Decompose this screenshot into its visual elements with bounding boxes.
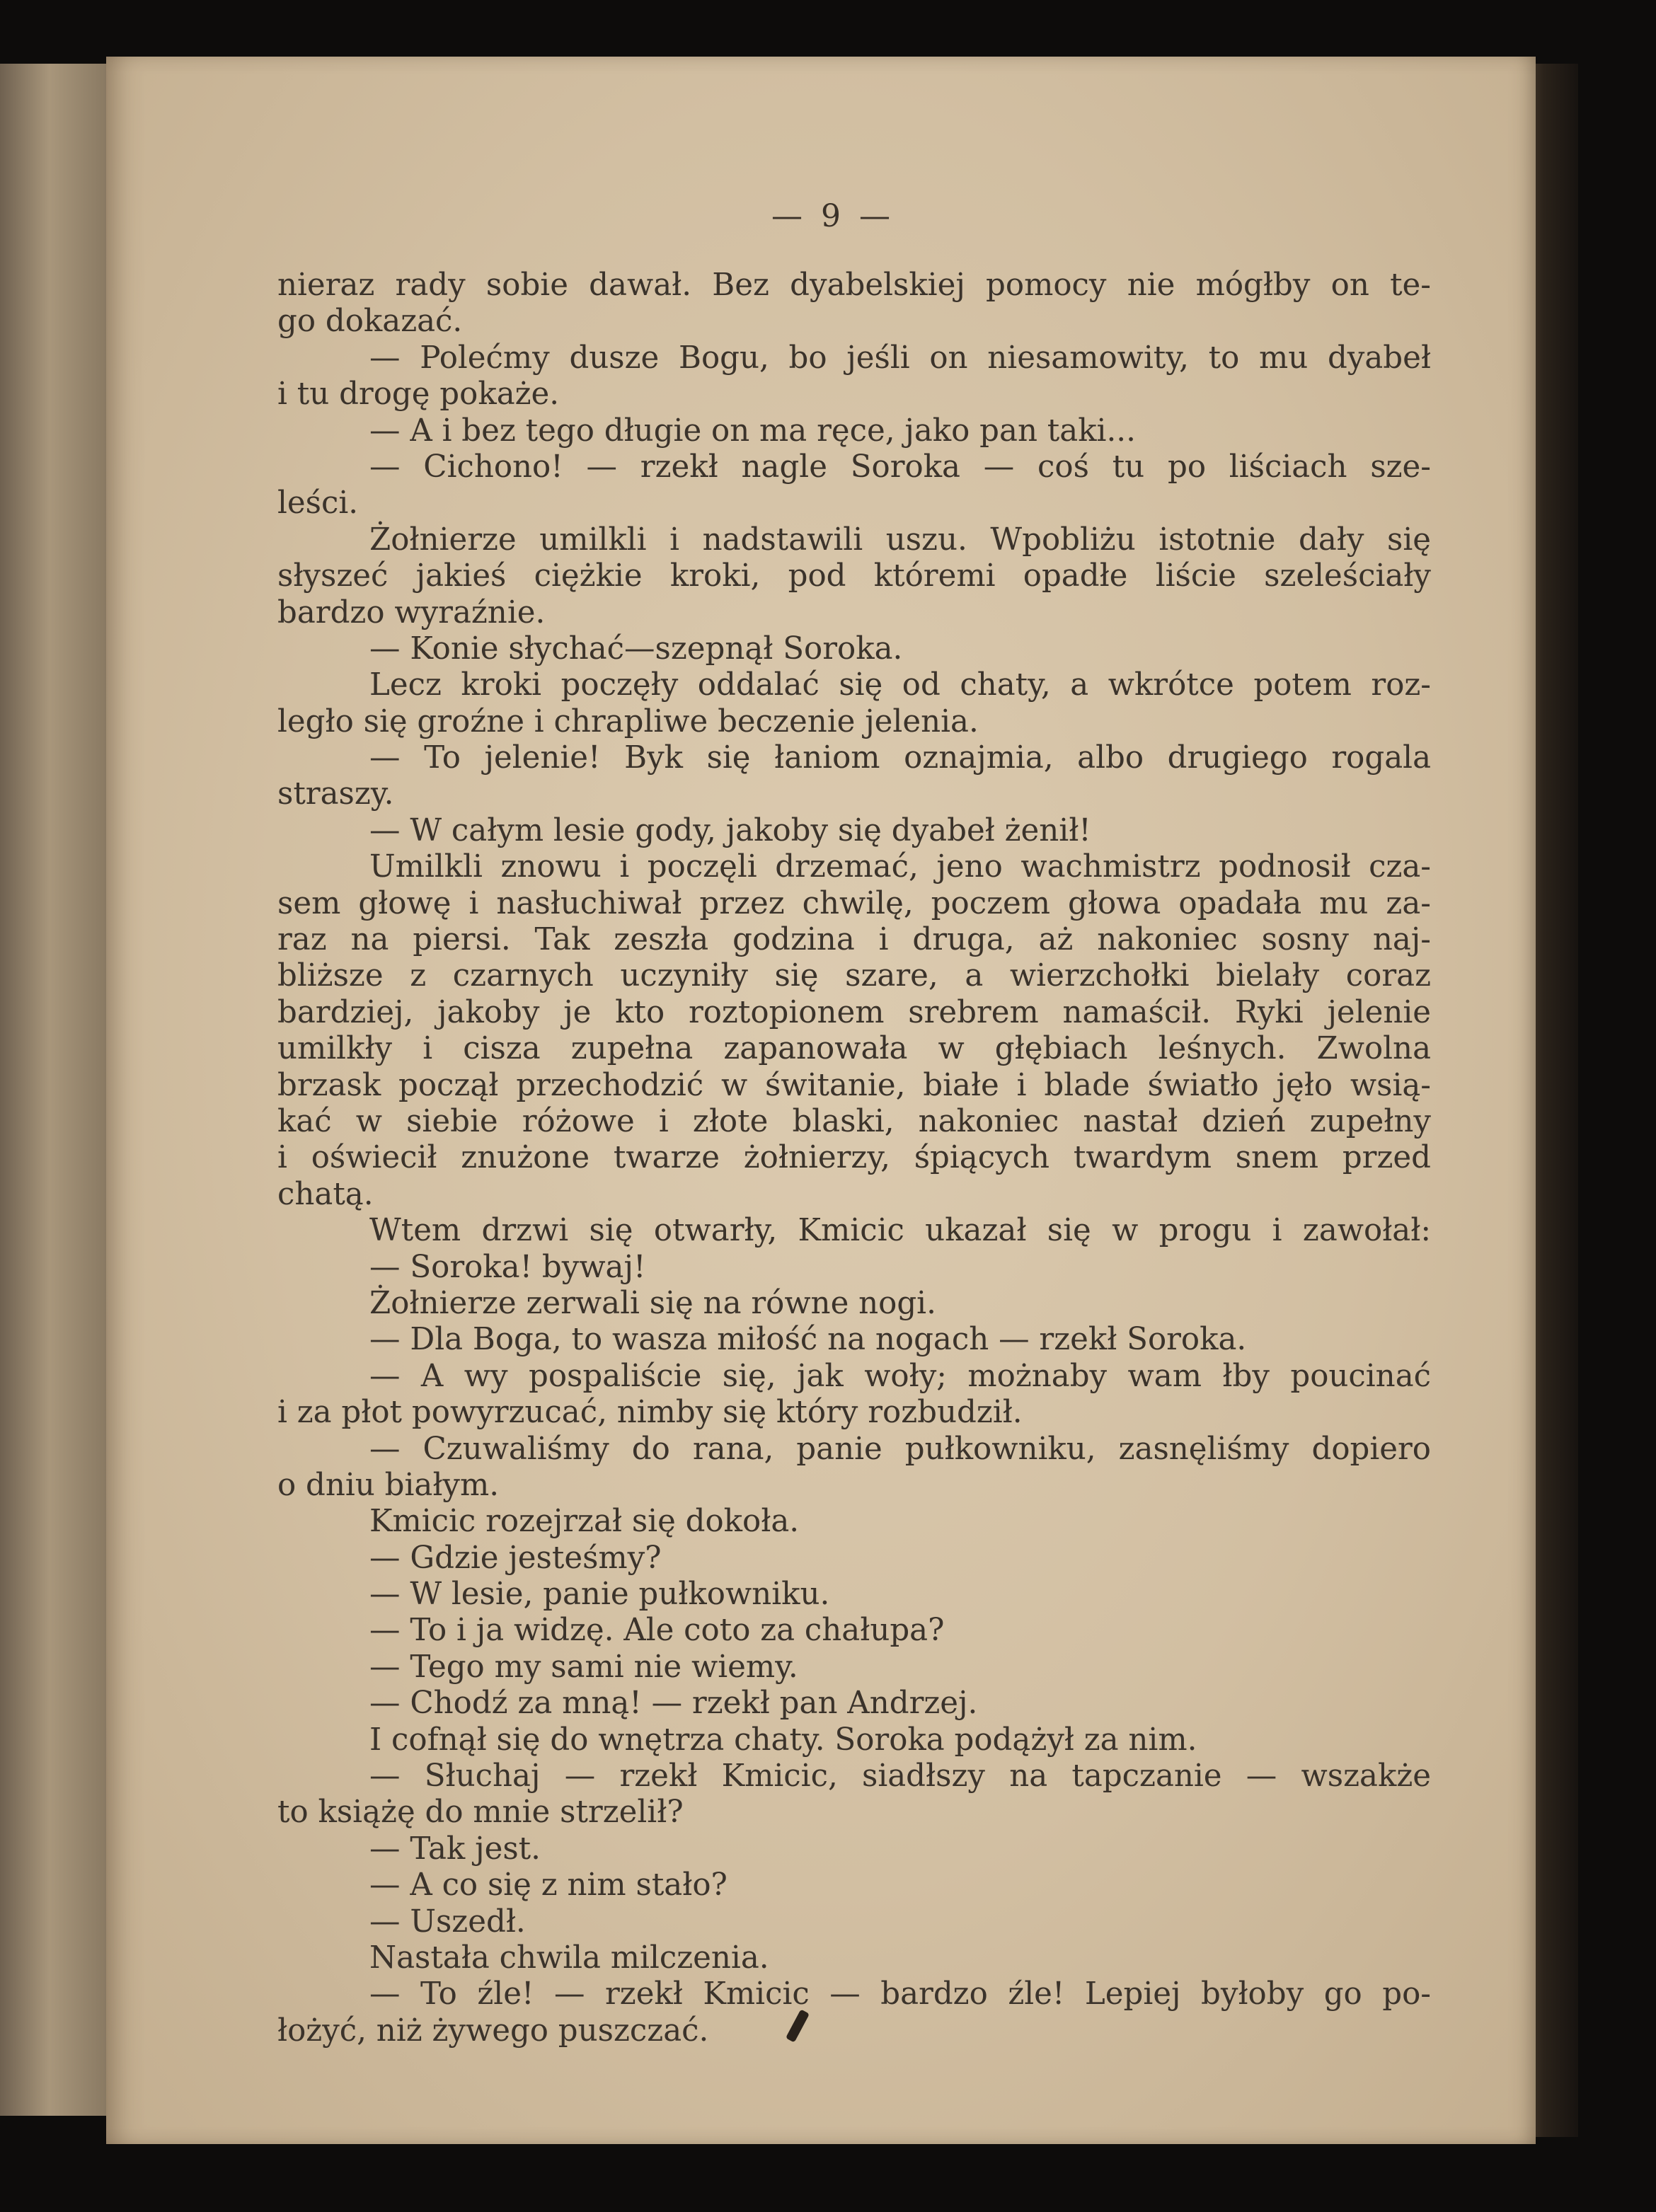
text-line: straszy. — [277, 776, 394, 812]
text-line: kać w siebie różowe i złote blaski, nakoniec nastał dzień zupełny — [277, 1103, 1431, 1139]
text-line: Umilkli znowu i poczęli drzemać, jeno wachmistrz podnosił cza- — [369, 849, 1431, 885]
text-line: go dokazać. — [277, 304, 463, 340]
text-line: — Dla Boga, to wasza miłość na nogach — rzekł Soroka. — [369, 1322, 1247, 1358]
text-line: — Gdzie jesteśmy? — [369, 1540, 662, 1576]
text-line: Lecz kroki poczęły oddalać się od chaty, a wkrótce potem roz- — [369, 667, 1431, 703]
text-line: brzask począł przechodzić w świtanie, białe i blade światło jęło wsią- — [277, 1067, 1431, 1103]
text-line: i tu drogę pokaże. — [277, 376, 560, 413]
text-line: I cofnął się do wnętrza chaty. Soroka podążył za nim. — [369, 1722, 1197, 1758]
text-line: umilkły i cisza zupełna zapanowała w głębiach leśnych. Zwolna — [277, 1031, 1431, 1067]
text-line: — To jelenie! Byk się łaniom oznajmia, albo drugiego rogala — [369, 740, 1431, 776]
text-line: — Tego my sami nie wiemy. — [369, 1649, 798, 1685]
text-line: — To źle! — rzekł Kmicic — bardzo źle! Lepiej byłoby go po- — [369, 1976, 1431, 2012]
text-line: — Cichono! — rzekł nagle Soroka — coś tu po liściach sze- — [369, 449, 1431, 485]
text-line: — Tak jest. — [369, 1831, 541, 1867]
text-line: — Konie słychać—szepnął Soroka. — [369, 630, 903, 667]
text-line: Wtem drzwi się otwarły, Kmicic ukazał się w progu i zawołał: — [369, 1213, 1431, 1249]
text-line: — Soroka! bywaj! — [369, 1249, 646, 1285]
text-line: — Słuchaj — rzekł Kmicic, siadłszy na tapczanie — wszakże — [369, 1758, 1431, 1795]
text-line: — Chodź za mną! — rzekł pan Andrzej. — [369, 1686, 978, 1722]
text-line: bliższe z czarnych uczyniły się szare, a wierzchołki bielały coraz — [277, 958, 1431, 994]
text-line: i oświecił znużone twarze żołnierzy, śpiących twardym snem przed — [277, 1140, 1431, 1176]
text-line: chatą. — [277, 1176, 374, 1212]
text-line: bardziej, jakoby je kto roztopionem srebrem namaścił. Ryki jelenie — [277, 994, 1431, 1030]
text-line: — A i bez tego długie on ma ręce, jako pan taki... — [369, 413, 1136, 449]
text-line: — Polećmy dusze Bogu, bo jeśli on niesamowity, to mu dyabeł — [369, 340, 1431, 376]
text-line: Kmicic rozejrzał się dokoła. — [369, 1504, 800, 1540]
text-line: legło się groźne i chrapliwe beczenie jelenia. — [277, 703, 979, 739]
text-line: Żołnierze zerwali się na równe nogi. — [369, 1285, 936, 1321]
text-line: słyszeć jakieś ciężkie kroki, pod któremi opadłe liście szeleściały — [277, 558, 1431, 594]
left-page-edge — [0, 64, 124, 2116]
page-text — [277, 267, 1431, 2049]
text-line: bardzo wyraźnie. — [277, 594, 546, 630]
text-line: — Uszedł. — [369, 1903, 526, 1940]
text-line: leści. — [277, 485, 359, 522]
text-line: o dniu białym. — [277, 1467, 500, 1503]
text-line: łożyć, niż żywego puszczać. — [277, 2012, 709, 2049]
text-line: — A wy pospaliście się, jak woły; możnaby wam łby poucinać — [369, 1358, 1431, 1394]
text-line: Żołnierze umilkli i nadstawili uszu. Wpobliżu istotnie dały się — [369, 522, 1431, 558]
text-line: — W całym lesie gody, jakoby się dyabeł żenił! — [369, 812, 1091, 848]
text-line: — Czuwaliśmy do rana, panie pułkowniku, zasnęliśmy dopiero — [369, 1431, 1431, 1467]
text-line: sem głowę i nasłuchiwał przez chwilę, poczem głowa opadała mu za- — [277, 885, 1431, 921]
text-line: raz na piersi. Tak zeszła godzina i druga, aż nakoniec sosny naj- — [277, 922, 1431, 958]
text-line: nieraz rady sobie dawał. Bez dyabelskiej pomocy nie mógłby on te- — [277, 267, 1431, 303]
text-line: Nastała chwila milczenia. — [369, 1940, 769, 1976]
text-line: to książę do mnie strzelił? — [277, 1795, 684, 1831]
text-line: — A co się z nim stało? — [369, 1867, 728, 1903]
text-line: — To i ja widzę. Ale coto za chałupa? — [369, 1613, 945, 1649]
text-line: i za płot powyrzucać, nimby się który rozbudził. — [277, 1395, 1023, 1431]
text-line: — W lesie, panie pułkowniku. — [369, 1577, 830, 1613]
page-number: — 9 — — [771, 198, 895, 234]
